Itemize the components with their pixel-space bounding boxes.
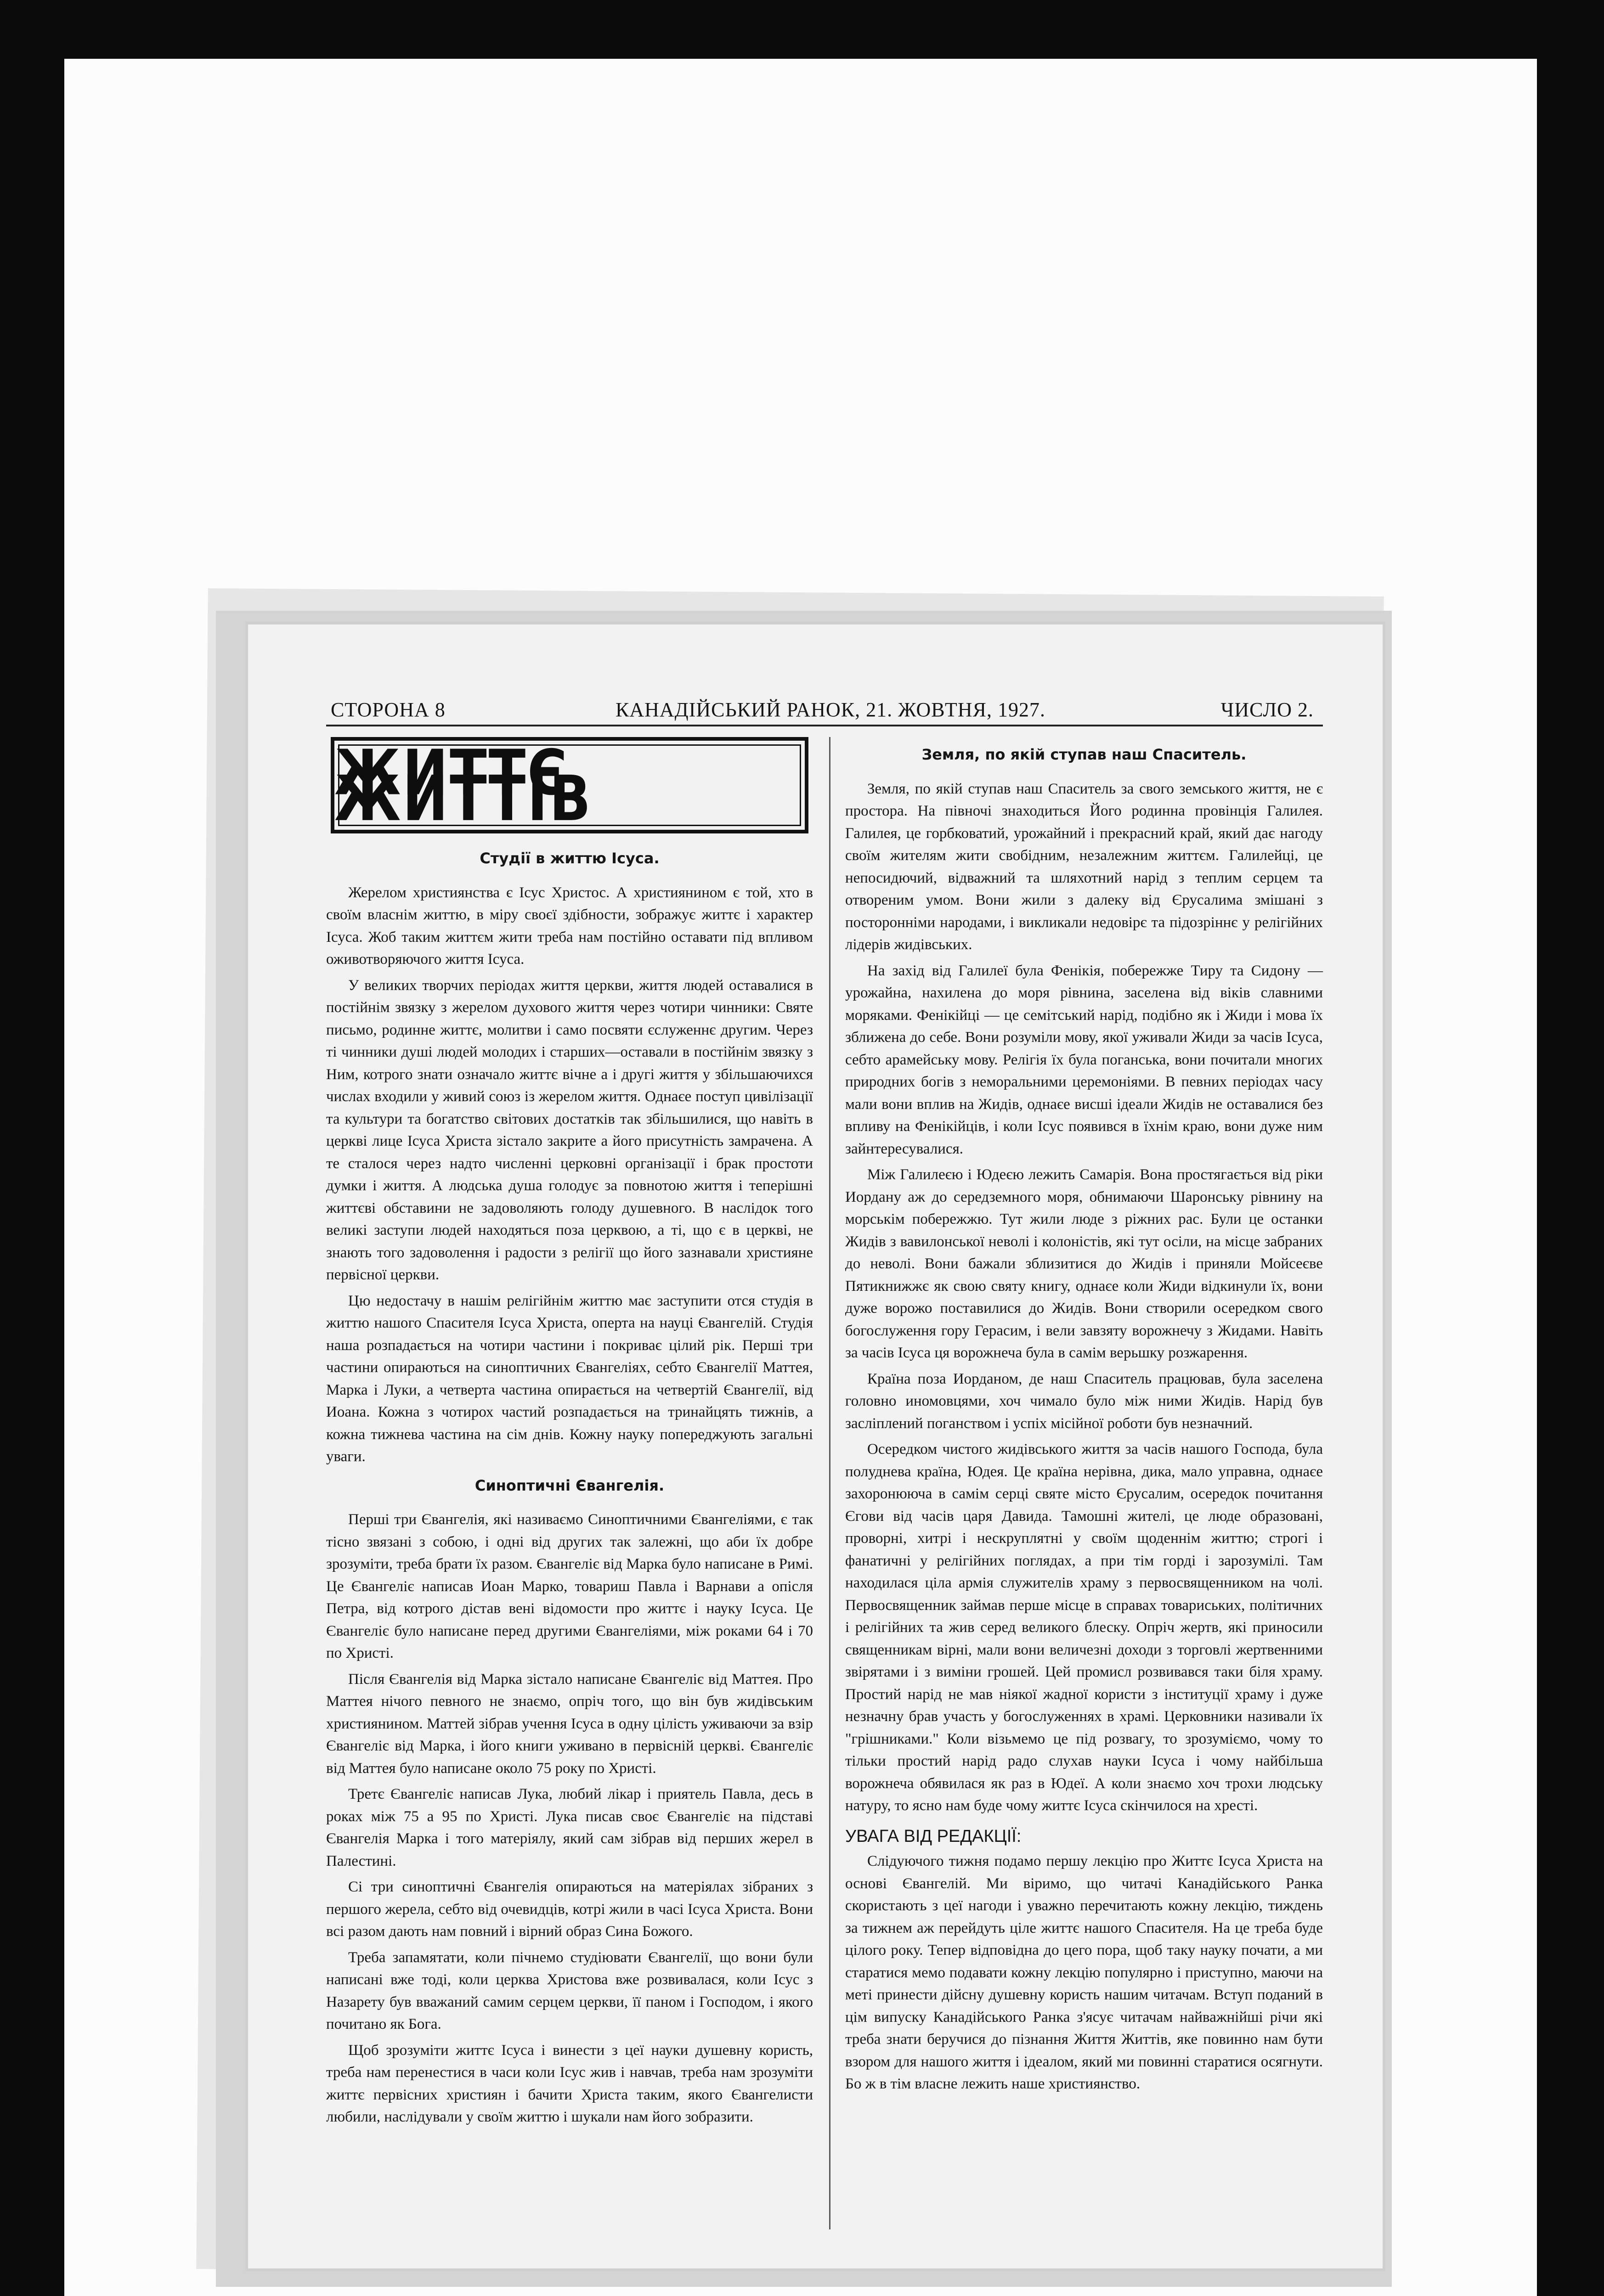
paragraph: У великих творчих періодах життя церкви, життя людей оставалися в постійнім звязку з жерелом духового життя через чотири чинники: Святе письмо, родинне життє, молитви і само посвяти єслуженнє другим. Через ті чинники душі людей молодих і старших—оставали в постійнім звязку з Ним, котрого знати означало життє вічне а і другі життя у збільшаючихся числах входили у живий союз із жерелом життя. Однаєе поступ цивілізації та культури та богатство світових достатків так збільшилися, що навіть в церкві лице Ісуса Христа зістало закрите а його присутність замрачена. А те сталося через надто численні церковні організації і брак простоти думки і життя. А людська душа голодує за повнотою життя і теперішні життєві обставини не задоволяють голоду душевного. В наслідок того великі заступи людей находяться поза церквою, а ті, що є в церкві, не знають того задоволення і радости з релігії що його зазнавали християне первісної церкви.	[326, 977, 813, 1283]
right-column	[845, 737, 1323, 2099]
page-number: СТОРОНА 8	[331, 698, 446, 721]
paragraph: Осередком чистого жидівського життя за часів нашого Господа, була полуднева країна, Юдея. Це країна нерівна, дика, мало управна, однаєе захоронююча в самім серці святе місто Єрусалим, осередок почитання Єгови від часів царя Давида. Тамошні жителі, це люде образовані, проворні, хитрі і нескруплятні у своїм щоденнім життю; строгі і фанатичні у релігійних поглядах, а при тім горді і зарозумілі. Там находилася ціла армія служителів храму з первосвященником на чолі. Первосвященник займав перше місце в справах товариських, політичних і релігійних та жив серед великого блеску. Опріч жертв, які приносили священникам вірні, мали вони величезні доходи з торговлі жертвенними звірятами і з виміни грошей. Цей промисл розвивався таки біля храму. Простий нарід не мав ніякої жадної користи з інституції храму і дуже незначну брав участь у богослуженнях в храмі. Церковники називали їх "грішниками." Коли візьмемо це під розвагу, то зрозуміємо, чому то тільки простий нарід радо слухав науки Ісуса і чому найбільша ворожнеча обявилася як раз в Юдеї. А коли знаємо хоч трохи людську натуру, то ясно нам буде чому життє Ісуса скінчилося на хресті.	[845, 1441, 1323, 1814]
paragraph: Цю недостачу в нашім релігійнім життю має заступити отся студія в життю нашого Спасителя Ісуса Христа, оперта на науці Євангелій. Студія наша розпадається на чотири частини і покриває цілий рік. Перші три частини опираються на синоптичних Євангеліях, себто Євангелії Маттея, Марка і Луки, а четверта частина опирається на четвертій Євангелії, від Иоана. Кожна з чотирох частий розпадається на тринайцять тижнів, а кожна тижнева частина на сім днів. Кожну науку попереджують загальні уваги.	[326, 1292, 813, 1465]
paragraph: Слідуючого тижня подамо першу лекцію про Життє Ісуса Христа на основі Євангелій. Ми віримо, що читачі Канадійського Ранка скористають з цеї нагоди і уважно перечитають кожну лекцію, тиждень за тижнем аж перейдуть ціле життє нашого Спасителя. На це треба буде цілого року. Тепер відповідна до цего пора, щоб таку науку почати, а ми старатися мемо подавати кожну лекцію популярно і приступно, маючи на меті принести дійсну душевну користь нашим читачам. Вступ поданий в цім випуску Канадійського Ранка з'ясує читачам найважнійші річи які треба знати беручися до пізнання Життя Життів, яке повинно нам бути взором для нашого життя і ідеалом, який ми повинні старатися осягнути. Бо ж в тім власне лежить наше християнство.	[845, 1853, 1323, 2092]
issue-number: ЧИСЛО 2.	[1220, 698, 1314, 721]
paragraph: На захід від Галилеї була Фенікія, побережже Тиру та Сидону — урожайна, нахилена до моря рівнина, заселена від віків славними моряками. Фенікійці — це семітський нарід, подібно як і Жиди і мова їх зближена до себе. Вони розуміли мову, якої уживали Жиди за часів Ісуса, себто арамейську мову. Релігія їх була поганська, вони почитали многих природних богів з неморальними церемоніями. В певних періодах часу мали вони вплив на Жидів, однаєе висші ідеали Жидів не оставалися без впливу на Фенікійців, і коли Ісус появився в їхнім краю, вони дуже ним зайнтересувалися.	[845, 962, 1323, 1157]
newspaper-page	[248, 625, 1383, 2268]
newspaper-title-date: КАНАДІЙСЬКИЙ РАНОК, 21. ЖОВТНЯ, 1927.	[616, 698, 1046, 721]
paragraph: Між Галилеєю і Юдеєю лежить Самарія. Вона простягається від ріки Иордану аж до середземного моря, обнимаючи Шаронську рівнину на морськім побережжю. Тут жили люде з ріжних рас. Були це останки Жидів з вавилонської неволі і колоністів, які тут осіли, на місце забраних до неволі. Вони бажали зблизитися до Жидів і приняли Мойсеєве Пятикнижжє як свою святу книгу, однаєе коли Жиди відкинули їх, вони дуже ворожо поставилися до Жидів. Вони створили осередком свого богослуження гору Герасим, і вели завзяту ворожнечу з Жидами. Навіть за часів Ісуса ця ворожнеча була в самім верьшку розжарення.	[845, 1166, 1323, 1361]
paragraph: Сі три синоптичні Євангелія опираються на матеріялах зібраних з першого жерела, себто від очевидців, котрі жили в часі Ісуса Христа. Вони всі разом дають нам повний і вірний образ Сина Божого.	[326, 1879, 813, 1940]
section-heading: Синоптичні Євангелія.	[474, 1476, 665, 1494]
paragraph: Жерелом християнства є Ісус Христос. А християнином є той, хто в своїм власнім життю, в міру своєї здібности, зображує життє і характер Ісуса. Жоб таким життєм жити треба нам постійно оставати під впливом оживотворяючого життя Ісуса.	[326, 884, 813, 968]
paragraph: Третє Євангеліє написав Лука, любий лікар і приятель Павла, десь в роках між 75 а 95 по Христі. Лука писав своє Євангеліє на підставі Євангелія Марка і того матеріялу, який сам зібрав від перших жерел в Палестині.	[326, 1786, 813, 1869]
paragraph: Щоб зрозуміти життє Ісуса і винести з цеї науки душевну користь, треба нам перенестися в часи коли Ісус жив і навчав, треба нам зрозуміти життє первісних християн і бачити Христа таким, якого Євангелисти любили, наслідували у своїм життю і шукали нам його зобразити.	[326, 2042, 813, 2125]
paragraph: Треба запамятати, коли пічнемо студіювати Євангелії, що вони були написані вже тоді, коли церква Христова вже розвивалася, коли Ісус з Назарету був вважаний самим серцем церкви, її паном і Господом, і якого почитано як Бога.	[326, 1949, 813, 2032]
masthead	[331, 698, 1314, 721]
paragraph: Після Євангелія від Марка зістало написане Євангеліє від Маттея. Про Маттея нічого певного не знаємо, опріч того, що він був жидівським християнином. Маттей зібрав учення Ісуса в одну цілість уживаючи за взір Євангеліє від Марка, і його книги уживано в первісній церкві. Євангеліє від Маттея було написане около 75 року по Христі.	[326, 1671, 813, 1777]
section-banner	[331, 737, 808, 833]
banner-title: ЖИТТЄ ЖИТТІВ	[334, 736, 593, 834]
article-heading: Студії в життю Ісуса.	[480, 850, 660, 867]
paragraph: Перші три Євангелія, які називаємо Синоптичними Євангеліями, є так тісно звязані з собою, і одні від других так залежні, що аби їх добре зрозуміти, треба брати їх разом. Євангеліє від Марка було написане в Римі. Це Євангеліє написав Иоан Марко, товариш Павла і Варнави а опісля Петра, від котрого дістав вені відомости про життє і науку Ісуса. Це Євангеліє було написане перед другими Євангеліями, між роками 64 і 70 по Христі.	[326, 1511, 813, 1661]
masthead-rule	[326, 725, 1323, 726]
editorial-note-heading: УВАГА ВІД РЕДАКЦІЇ:	[845, 1826, 1022, 1846]
paragraph: Земля, по якій ступав наш Спаситель за свого земського життя, не є простора. На півночі знаходиться Його родинна провінція Галилея. Галилея, це горбковатий, урожайний і прекрасний край, який дає нагоду своїм жителям жити свобідним, незалежним життєм. Галилейці, це непосидючий, відважний та шляхотний нарід з теплим серцем та отвореним умом. Вони жили з далеку від Єрусалима змішані з посторонніми народами, і викликали недовірє та підозріннє у релігійних лідерів жидівських.	[845, 780, 1323, 953]
left-column	[326, 737, 813, 2132]
column-divider	[829, 737, 830, 2229]
paragraph: Країна поза Иорданом, де наш Спаситель працював, була заселена головно иномовцями, хоч чимало було між ними Жидів. Нарід був засліплений поганством і успіх місійної роботи був незначний.	[845, 1370, 1323, 1432]
article-heading: Земля, по якій ступав наш Спаситель.	[921, 746, 1247, 763]
